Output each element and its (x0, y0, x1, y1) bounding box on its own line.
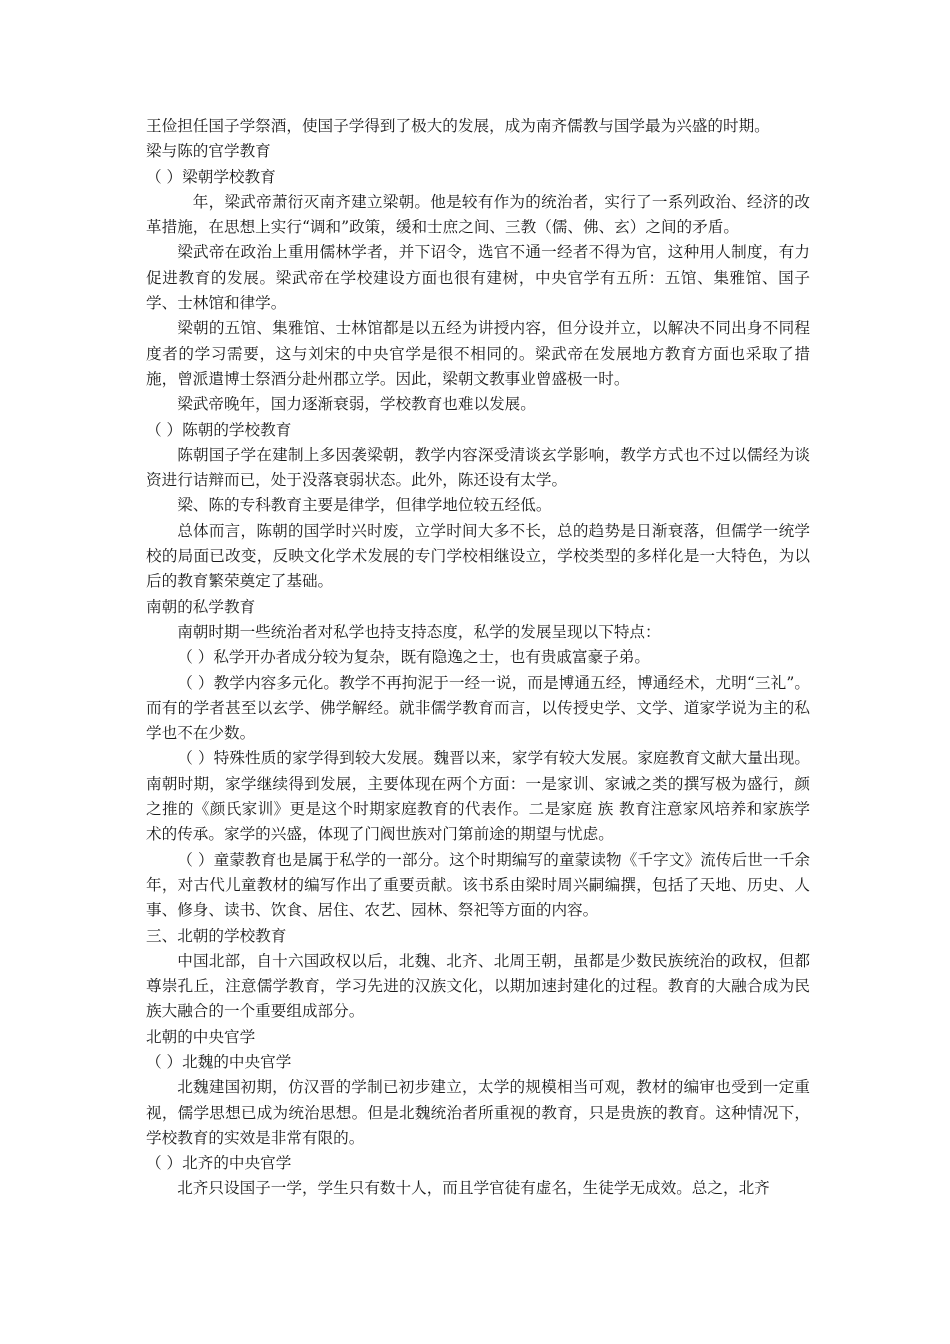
body-paragraph: 年，梁武帝萧衍灭南齐建立梁朝。他是较有作为的统治者，实行了一系列政治、经济的改革措施，在思想上实行“调和”政策，缓和士庶之间、三教（儒、佛、玄）之间的矛盾。 (146, 192, 810, 237)
document-page (146, 114, 810, 1202)
body-paragraph: 南朝时期一些统治者对私学也持支持态度，私学的发展呈现以下特点： (177, 622, 661, 641)
body-paragraph: （ ）教学内容多元化。教学不再拘泥于一经一说，而是博通五经，博通经术，尤明“三礼”。而有的学者甚至以玄学、佛学解经。就非儒学教育而言，以传授史学、文学、道家学说为主的私学也不在少数。 (146, 673, 810, 743)
body-paragraph: 北魏建国初期，仿汉晋的学制已初步建立，太学的规模相当可观，教材的编审也受到一定重视，儒学思想已成为统治思想。但是北魏统治者所重视的教育，只是贵族的教育。这种情况下，学校教育的实效是非常有限的。 (146, 1078, 810, 1147)
body-paragraph: 梁、陈的专科教育主要是律学，但律学地位较五经低。 (177, 496, 552, 515)
body-paragraph: 中国北部，自十六国政权以后，北魏、北齐、北周王朝，虽都是少数民族统治的政权，但都尊崇孔丘，注意儒学教育，学习先进的汉族文化，以期加速封建化的过程。教育的大融合成为民族大融合的一个重要组成部分。 (146, 951, 810, 1021)
chapter-heading: 三、北朝的学校教育 (146, 926, 287, 945)
body-paragraph: 王俭担任国子学祭酒，使国子学得到了极大的发展，成为南齐儒教与国学最为兴盛的时期。 (146, 117, 770, 135)
body-paragraph: 梁朝的五馆、集雅馆、士林馆都是以五经为讲授内容，但分设并立，以解决不同出身不同程度者的学习需要，这与刘宋的中央官学是很不相同的。梁武帝在发展地方教育方面也采取了措施，曾派遣博士祭酒分赴州郡立学。因此，梁朝文教事业曾盛极一时。 (146, 319, 810, 388)
subsection-heading: （ ）北魏的中央官学 (146, 1052, 292, 1071)
section-heading: 梁与陈的官学教育 (146, 142, 271, 161)
body-paragraph: 总体而言，陈朝的国学时兴时废，立学时间大多不长，总的趋势是日渐衰落，但儒学一统学校的局面已改变，反映文化学术发展的专门学校相继设立，学校类型的多样化是一大特色，为以后的教育繁荣奠定了基础。 (146, 521, 810, 591)
body-paragraph: 梁武帝晚年，国力逐渐衰弱，学校教育也难以发展。 (177, 395, 536, 414)
body-paragraph: （ ）特殊性质的家学得到较大发展。魏晋以来，家学有较大发展。家庭教育文献大量出现。南朝时期，家学继续得到发展，主要体现在两个方面：一是家训、家诫之类的撰写极为盛行，颜之推的《颜氏家训》更是这个时期家庭教育的代表作。二是家庭 族 教育注意家风培养和家族学术的传承。家学的兴盛，体现了门阀世族对门第前途的期望与忧虑。 (146, 749, 810, 844)
subsection-heading: （ ）北齐的中央官学 (146, 1154, 292, 1173)
section-heading: 南朝的私学教育 (146, 597, 256, 616)
subsection-heading: （ ）陈朝的学校教育 (146, 420, 292, 439)
subsection-heading: （ ）梁朝学校教育 (146, 167, 276, 186)
body-paragraph: 北齐只设国子一学，学生只有数十人，而且学官徒有虚名，生徒学无成效。总之，北齐 (177, 1179, 770, 1198)
body-paragraph: 梁武帝在政治上重用儒林学者，并下诏令，选官不通一经者不得为官，这种用人制度，有力促进教育的发展。梁武帝在学校建设方面也很有建树，中央官学有五所：五馆、集雅馆、国子学、士林馆和律学。 (146, 243, 810, 313)
body-paragraph: （ ）童蒙教育也是属于私学的一部分。这个时期编写的童蒙读物《千字文》流传后世一千余年，对古代儿童教材的编写作出了重要贡献。该书系由梁时周兴嗣编撰，包括了天地、历史、人事、修身、读书、饮食、居住、农艺、园林、祭祀等方面的内容。 (146, 850, 810, 920)
body-paragraph: 陈朝国子学在建制上多因袭梁朝，教学内容深受清谈玄学影响，教学方式也不过以儒经为谈资进行诘辩而已，处于没落衰弱状态。此外，陈还设有太学。 (146, 445, 810, 490)
body-paragraph: （ ）私学开办者成分较为复杂，既有隐逸之士，也有贵戚富豪子弟。 (177, 648, 650, 667)
section-heading: 北朝的中央官学 (146, 1027, 256, 1046)
